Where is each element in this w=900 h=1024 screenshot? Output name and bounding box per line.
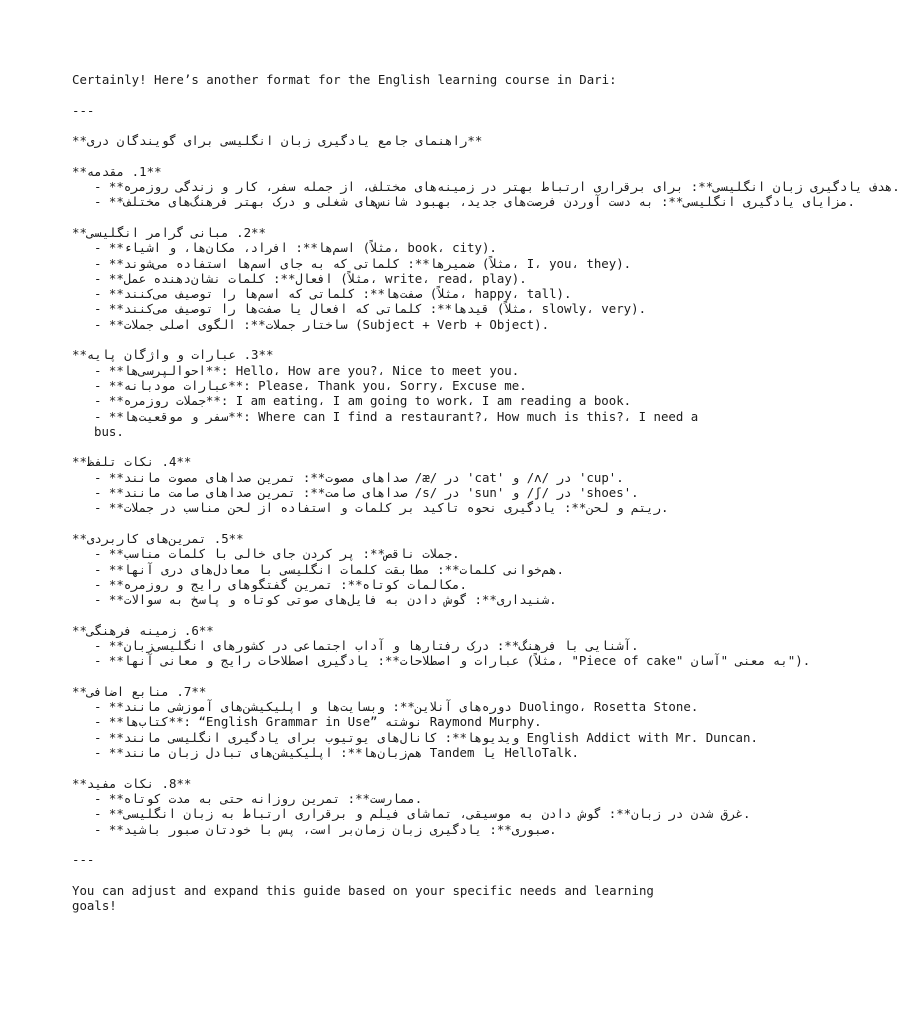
list-item: - **صبوری**: یادگیری زبان زمان‌بر است، پس با خودتان صبور باشید. xyxy=(94,821,557,837)
spacer xyxy=(72,210,702,225)
section-heading-text: **2. مبانی گرامر انگلیسی** xyxy=(72,224,266,240)
section-heading xyxy=(72,454,702,469)
list-item: - **صداهای صامت**: تمرین صداهای صامت مانند /s/ در 'sun' و /ʃ/ در 'shoes'. xyxy=(94,485,639,501)
list-item: - **غرق شدن در زبان**: گوش دادن به موسیقی، تماشای فیلم و برقراری ارتباط به زبان انگلیسی. xyxy=(94,806,751,822)
spacer xyxy=(72,118,702,133)
list-item: - **اسم‌ها**: افراد، مکان‌ها، و اشیاء (مثلاً، book، city). xyxy=(94,240,497,256)
section-heading-text: **1. مقدمه** xyxy=(72,163,162,179)
list-item: bus. xyxy=(94,423,124,439)
list-item: - **قیدها**: کلماتی که افعال یا صفت‌ها را توصیف می‌کنند (مثلاً، slowly، very). xyxy=(94,301,647,317)
section-heading xyxy=(72,347,702,362)
list-item: - **صفت‌ها**: کلماتی که اسم‌ها را توصیف می‌کنند (مثلاً، happy، tall). xyxy=(94,286,572,302)
section-heading xyxy=(72,776,702,791)
list-item: - **کتاب‌ها**: “English Grammar in Use” نوشته Raymond Murphy. xyxy=(94,714,542,730)
separator-top: --- xyxy=(72,102,95,118)
document-body xyxy=(72,72,900,914)
section-heading-text: **4. نکات تلفظ** xyxy=(72,454,192,470)
sections-container xyxy=(72,163,900,852)
list-item: - **مکالمات کوتاه**: تمرین گفتگوهای رایج و روزمره. xyxy=(94,576,468,592)
section-heading xyxy=(72,623,702,638)
closing-text: You can adjust and expand this guide based on your specific needs and learning goals! xyxy=(72,882,654,914)
section-heading-text: **8. نکات مفید** xyxy=(72,775,192,791)
spacer xyxy=(72,607,702,622)
section-heading-text: **5. تمرین‌های کاربردی** xyxy=(72,530,244,546)
list-item: - **آشنایی با فرهنگ**: درک رفتارها و آداب اجتماعی در کشورهای انگلیسی‌زبان. xyxy=(94,637,639,653)
list-item: - **ضمیرها**: کلماتی که به جای اسم‌ها استفاده می‌شوند (مثلاً، I، you، they). xyxy=(94,255,632,271)
list-item: - **جملات ناقص**: پر کردن جای خالی با کلمات مناسب. xyxy=(94,546,460,562)
section-heading xyxy=(72,531,702,546)
list-item: - **عبارات مودبانه**: Please، Thank you، Sorry، Excuse me. xyxy=(94,377,527,393)
spacer xyxy=(72,516,702,531)
list-item: - **افعال**: کلمات نشان‌دهنده عمل (مثلاً، write، read، play). xyxy=(94,270,527,286)
list-item: - **هم‌زبان‌ها**: اپلیکیشن‌های تبادل زبان مانند Tandem یا HelloTalk. xyxy=(94,745,579,761)
section-heading-text: **3. عبارات و واژگان پایه** xyxy=(72,347,274,363)
spacer xyxy=(72,837,702,852)
list-item: - **ویدیوها**: کانال‌های یوتیوب برای یادگیری انگلیسی مانند English Addict with Mr. Duncan. xyxy=(94,729,758,745)
section-heading-text: **6. زمینه فرهنگی** xyxy=(72,622,214,638)
spacer xyxy=(72,760,702,775)
spacer xyxy=(72,332,702,347)
guide-title xyxy=(72,133,702,148)
list-item: - **صداهای مصوت**: تمرین صداهای مصوت مانند /æ/ در 'cat' و /ʌ/ در 'cup'. xyxy=(94,469,624,485)
intro-text: Certainly! Here’s another format for the English learning course in Dari: xyxy=(72,72,617,87)
list-item: - **هدف یادگیری زبان انگلیسی**: برای برقراری ارتباط بهتر در زمینه‌های مختلف، از جمله سفر، کار و زندگی روزمره. xyxy=(94,179,900,195)
list-item: - **احوالپرسی‌ها**: Hello، How are you?، Nice to meet you. xyxy=(94,362,520,378)
spacer xyxy=(72,87,702,102)
list-item: - **سفر و موقعیت‌ها**: Where can I find a restaurant?، How much is this?، I need a xyxy=(94,408,699,424)
list-item: - **ساختار جملات**: الگوی اصلی جملات (Subject + Verb + Object). xyxy=(94,316,550,332)
list-item: - **ریتم و لحن**: یادگیری نحوه تاکید بر کلمات و استفاده از لحن مناسب در جملات. xyxy=(94,500,669,516)
spacer xyxy=(72,148,702,163)
guide-title-text: **راهنمای جامع یادگیری زبان انگلیسی برای گویندگان دری** xyxy=(72,133,483,149)
section-heading xyxy=(72,225,702,240)
section-heading xyxy=(72,684,702,699)
list-item: - **هم‌خوانی کلمات**: مطابقت کلمات انگلیسی با معادل‌های دری آنها. xyxy=(94,561,564,577)
list-item: - **جملات روزمره**: I am eating، I am going to work، I am reading a book. xyxy=(94,393,632,409)
separator-bottom: --- xyxy=(72,852,95,868)
list-item: - **ممارست**: تمرین روزانه حتی به مدت کوتاه. xyxy=(94,790,423,806)
list-item: - **دوره‌های آنلاین**: وبسایت‌ها و اپلیکیشن‌های آموزشی مانند Duolingo، Rosetta Stone. xyxy=(94,699,699,715)
spacer xyxy=(72,669,702,684)
spacer xyxy=(72,867,702,882)
section-heading-text: **7. منابع اضافی** xyxy=(72,683,207,699)
list-item: - **مزایای یادگیری انگلیسی**: به دست آوردن فرصت‌های جدید، بهبود شانس‌های شغلی و درک بهتر فرهنگ‌های مختلف. xyxy=(94,194,855,210)
list-item: - **شنیداری**: گوش دادن به فایل‌های صوتی کوتاه و پاسخ به سوالات. xyxy=(94,592,557,608)
section-heading xyxy=(72,164,702,179)
spacer xyxy=(72,439,702,454)
list-item: - **عبارات و اصطلاحات**: یادگیری اصطلاحات رایج و معانی آنها (مثلاً، "Piece of cake" به معنی "آسان"). xyxy=(94,653,811,669)
